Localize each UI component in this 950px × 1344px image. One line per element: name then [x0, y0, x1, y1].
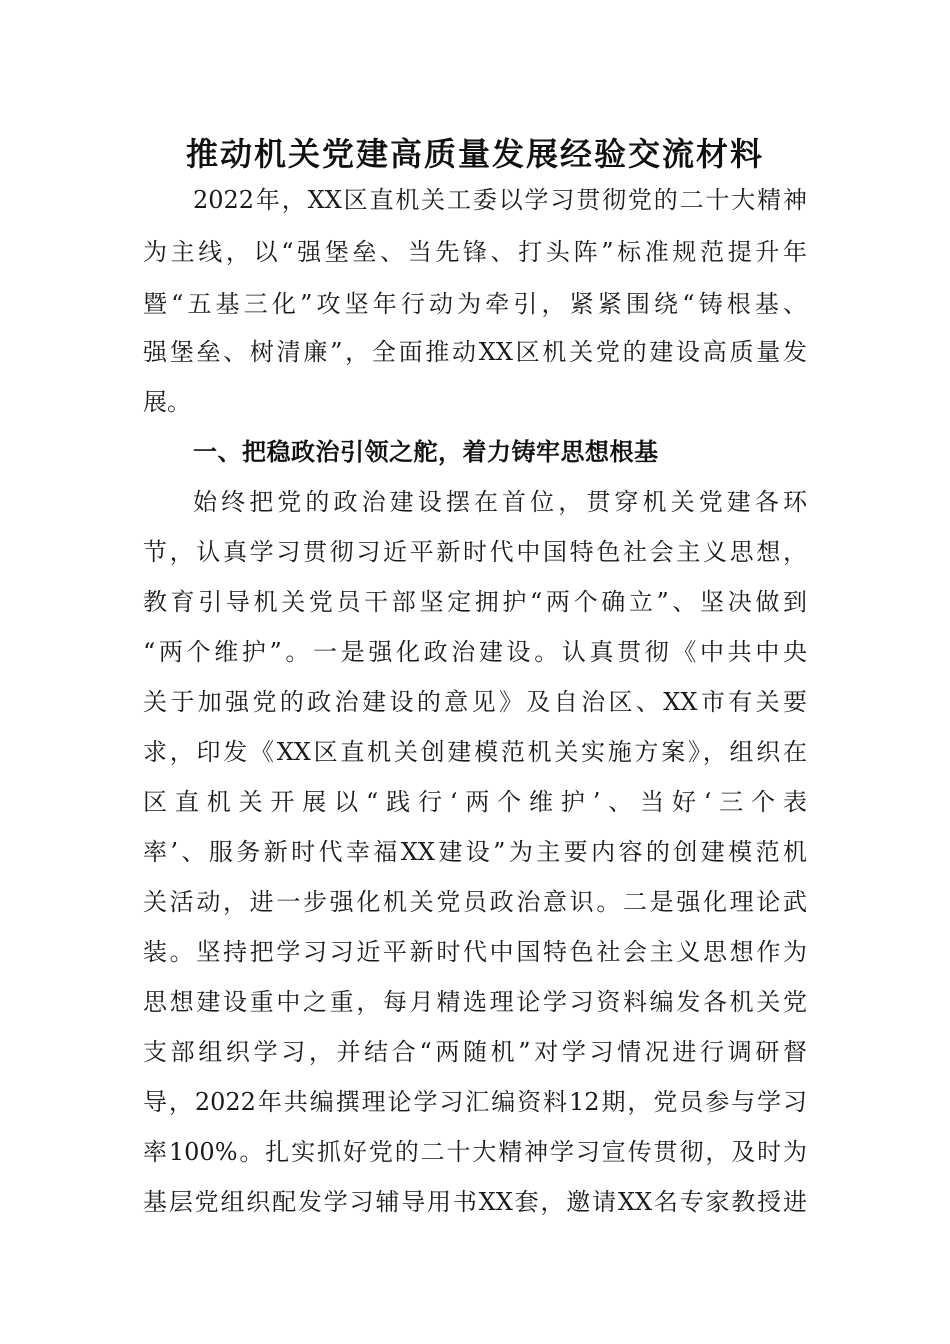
section-1-line-5: 关于加强党的政治建设的意见》及自治区、XX市有关要	[143, 688, 807, 716]
section-1-line-8: 率’、服务新时代幸福XX建设”为主要内容的创建模范机	[143, 838, 807, 866]
section-1-line-14: 率100%。扎实抓好党的二十大精神学习宣传贯彻，及时为	[143, 1138, 807, 1166]
intro-line-5: 展。	[143, 388, 191, 416]
section-1-line-15: 基层党组织配发学习辅导用书XX套，邀请XX名专家教授进	[143, 1188, 807, 1216]
section-1-line-4: “两个维护”。一是强化政治建设。认真贯彻《中共中央	[143, 638, 807, 666]
intro-line-2: 为主线，以“强堡垒、当先锋、打头阵”标准规范提升年	[143, 238, 807, 266]
section-1-line-2: 节，认真学习贯彻习近平新时代中国特色社会主义思想，	[143, 538, 807, 566]
section-1-line-9: 关活动，进一步强化机关党员政治意识。二是强化理论武	[143, 888, 807, 916]
intro-line-4: 强堡垒、树清廉”，全面推动XX区机关党的建设高质量发	[143, 338, 807, 366]
section-1-heading: 一、把稳政治引领之舵，着力铸牢思想根基	[193, 438, 659, 466]
section-1-line-3: 教育引导机关党员干部坚定拥护“两个确立”、坚决做到	[143, 588, 807, 616]
section-1-line-12: 支部组织学习，并结合“两随机”对学习情况进行调研督	[143, 1038, 807, 1066]
section-1-line-6: 求，印发《XX区直机关创建模范机关实施方案》，组织在	[143, 738, 807, 766]
section-1-line-10: 装。坚持把学习习近平新时代中国特色社会主义思想作为	[143, 938, 807, 966]
intro-line-3: 暨“五基三化”攻坚年行动为牵引，紧紧围绕“铸根基、	[143, 290, 807, 318]
section-1-line-11: 思想建设重中之重，每月精选理论学习资料编发各机关党	[143, 988, 807, 1016]
section-1-line-7: 区直机关开展以“践行‘两个维护’、当好‘三个表	[143, 788, 807, 816]
document-title: 推动机关党建高质量发展经验交流材料	[185, 135, 764, 173]
section-1-line-1: 始终把党的政治建设摆在首位，贯穿机关党建各环	[193, 488, 807, 516]
section-1-line-13: 导，2022年共编撰理论学习汇编资料12期，党员参与学习	[143, 1088, 807, 1116]
intro-line-1: 2022年，XX区直机关工委以学习贯彻党的二十大精神	[193, 186, 807, 214]
